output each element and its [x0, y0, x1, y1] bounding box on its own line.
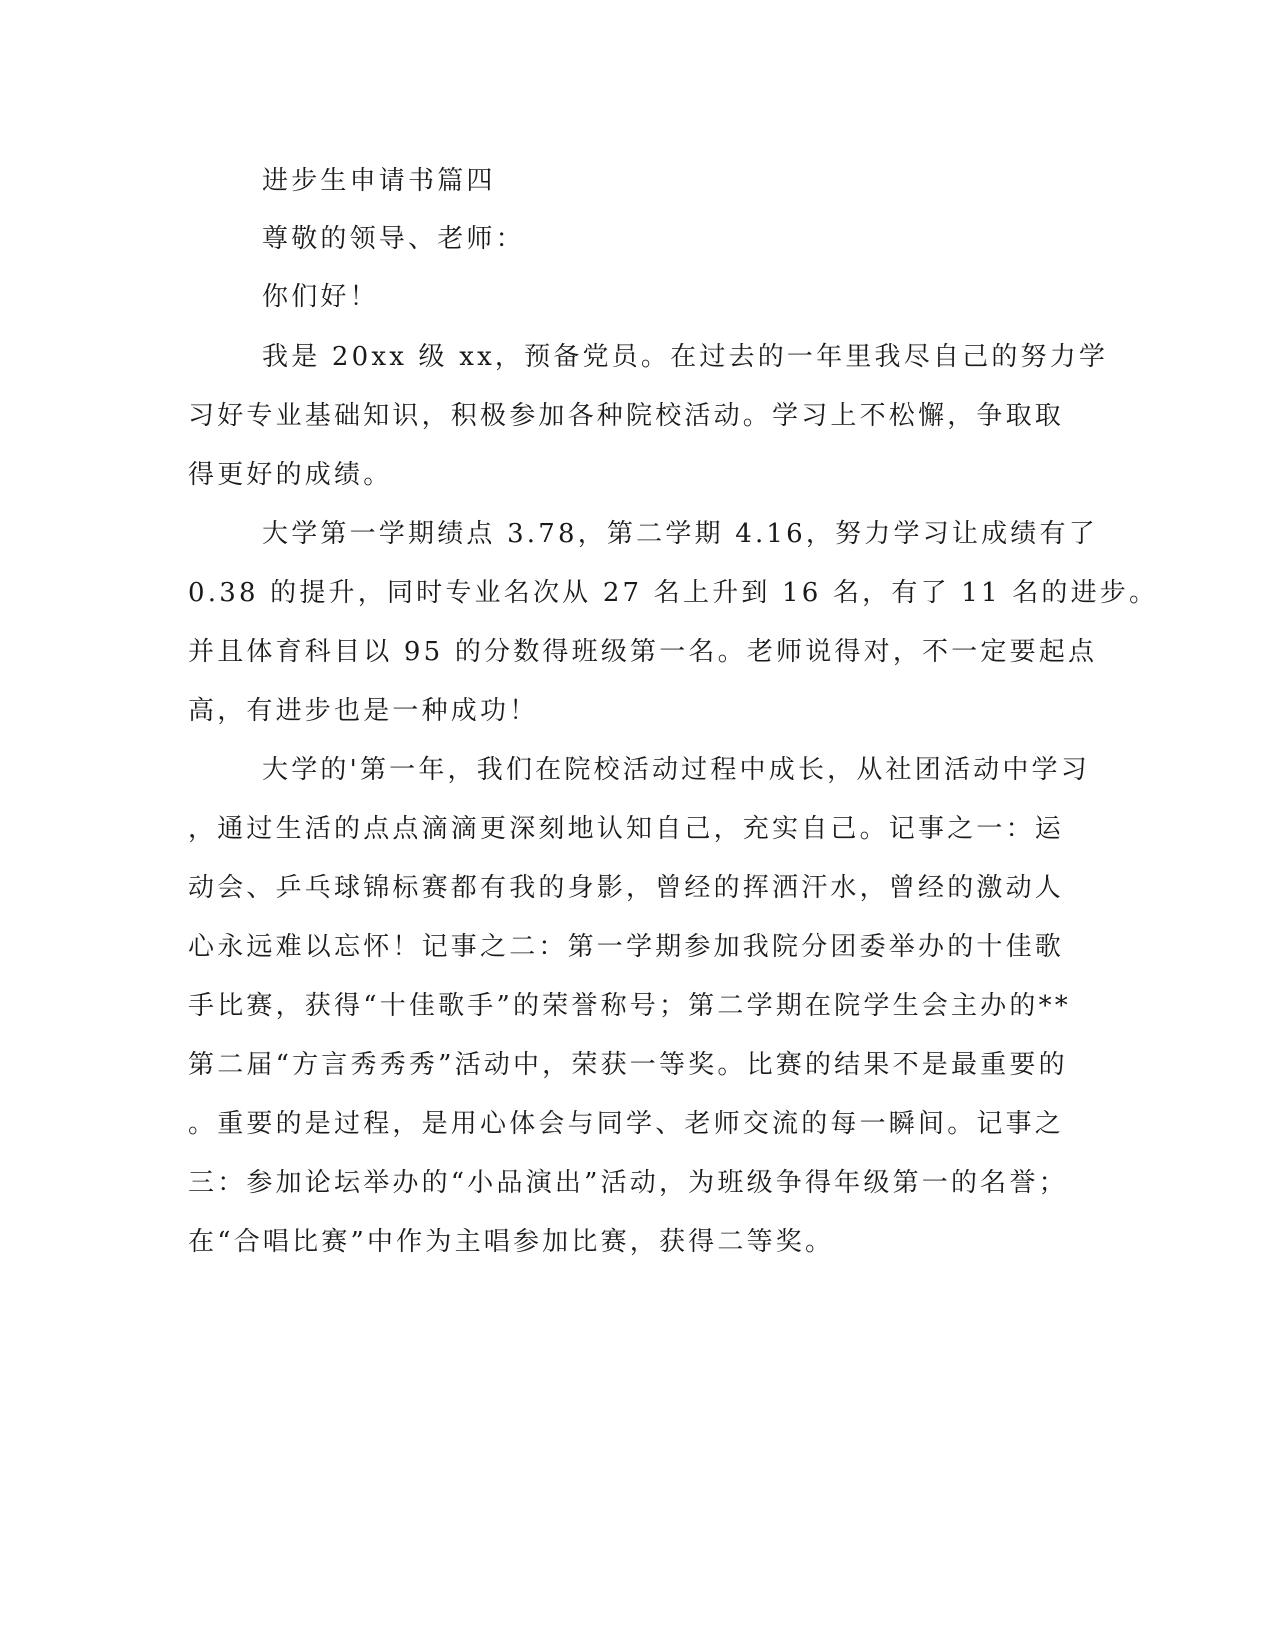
paragraph-3-line-7: 。重要的是过程，是用心体会与同学、老师交流的每一瞬间。记事之: [188, 1109, 1065, 1139]
paragraph-3-line-2: ，通过生活的点点滴滴更深刻地认知自己，充实自己。记事之一：运: [188, 814, 1065, 844]
paragraph-1-line-2: 习好专业基础知识，积极参加各种院校活动。学习上不松懈，争取取: [188, 401, 1065, 431]
paragraph-2-line-4: 高，有进步也是一种成功！: [188, 696, 539, 726]
paragraph-1-line-3: 得更好的成绩。: [188, 460, 393, 490]
paragraph-3-line-6: 第二届“方言秀秀秀”活动中，荣获一等奖。比赛的结果不是最重要的: [188, 1050, 1068, 1080]
paragraph-3-line-1: 大学的'第一年，我们在院校活动过程中成长，从社团活动中学习: [262, 755, 1090, 785]
paragraph-2-line-1: 大学第一学期绩点 3.78，第二学期 4.16，努力学习让成绩有了: [262, 519, 1098, 549]
paragraph-1-line-1: 我是 20xx 级 xx，预备党员。在过去的一年里我尽自己的努力学: [262, 342, 1109, 372]
paragraph-3-line-5: 手比赛，获得“十佳歌手”的荣誉称号；第二学期在院学生会主办的**: [188, 991, 1071, 1021]
greeting: 你们好！: [262, 282, 379, 312]
paragraph-3-line-4: 心永远难以忘怀！记事之二：第一学期参加我院分团委举办的十佳歌: [188, 932, 1065, 962]
paragraph-2-line-2: 0.38 的提升，同时专业名次从 27 名上升到 16 名，有了 11 名的进步。: [188, 578, 1159, 608]
paragraph-2-line-3: 并且体育科目以 95 的分数得班级第一名。老师说得对，不一定要起点: [188, 637, 1098, 667]
paragraph-3-line-3: 动会、乒乓球锦标赛都有我的身影，曾经的挥洒汗水，曾经的激动人: [188, 873, 1065, 903]
paragraph-3-line-9: 在“合唱比赛”中作为主唱参加比赛，获得二等奖。: [188, 1227, 835, 1257]
paragraph-3-line-8: 三：参加论坛举办的“小品演出”活动，为班级争得年级第一的名誉；: [188, 1168, 1068, 1198]
document-title: 进步生申请书篇四: [262, 166, 496, 196]
salutation: 尊敬的领导、老师：: [262, 224, 525, 254]
